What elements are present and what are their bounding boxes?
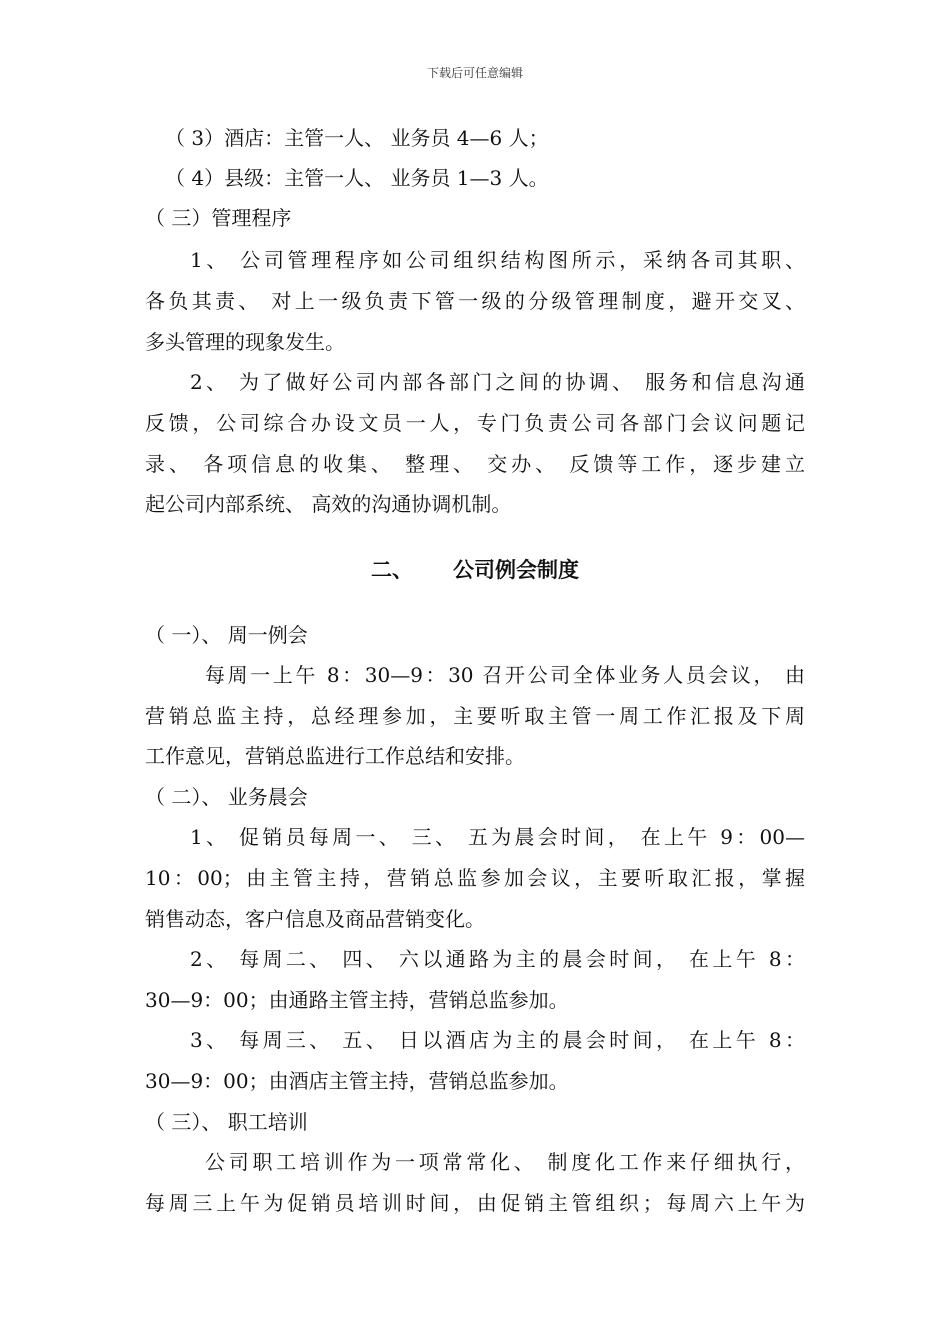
paragraph-line: 3、 每周三、 五、 日以酒店为主的晨会时间， 在上午 8： <box>190 1028 805 1052</box>
paragraph-line: 反馈，公司综合办设文员一人，专门负责公司各部门会议问题记 <box>145 411 805 435</box>
paragraph-line: 销售动态，客户信息及商品营销变化。 <box>145 907 485 931</box>
list-item-hotel: （ 3）酒店：主管一人、 业务员 4—6 人； <box>165 126 549 150</box>
paragraph-line: 每周一上午 8：30—9：30 召开公司全体业务人员会议， 由 <box>205 663 805 687</box>
subsection-heading-monday: （ 一）、 周一例会 <box>145 623 308 647</box>
paragraph-line: 多头管理的现象发生。 <box>145 330 345 354</box>
paragraph-line: 起公司内部系统、 高效的沟通协调机制。 <box>145 492 512 516</box>
paragraph-line: 30—9：00；由酒店主管主持，营销总监参加。 <box>145 1069 569 1093</box>
paragraph-line: 1、 促销员每周一、 三、 五为晨会时间， 在上午 9：00— <box>190 825 805 849</box>
paragraph-line: 30—9：00；由通路主管主持，营销总监参加。 <box>145 988 569 1012</box>
paragraph-line: 10：00；由主管主持，营销总监参加会议，主要听取汇报，掌握 <box>145 866 805 890</box>
paragraph-line: 1、 公司管理程序如公司组织结构图所示，采纳各司其职、 <box>190 248 805 272</box>
paragraph-line: 工作意见，营销总监进行工作总结和安排。 <box>145 744 525 768</box>
paragraph-line: 录、 各项信息的收集、 整理、 交办、 反馈等工作，逐步建立 <box>145 452 805 476</box>
paragraph-line: 2、 每周二、 四、 六以通路为主的晨会时间， 在上午 8： <box>190 947 805 971</box>
list-item-county: （ 4）县级：主管一人、 业务员 1—3 人。 <box>165 166 549 190</box>
section-title <box>0 556 950 584</box>
paragraph-line: 各负其责、 对上一级负责下管一级的分级管理制度，避开交叉、 <box>145 289 805 313</box>
section-number: 二、 <box>371 557 413 582</box>
section-title-text: 公司例会制度 <box>453 557 579 582</box>
paragraph-line: 每周三上午为促销员培训时间，由促销主管组织；每周六上午为 <box>145 1191 805 1215</box>
section-heading-procedure: （ 三）管理程序 <box>145 206 292 230</box>
page-header: 下载后可任意编辑 <box>426 66 523 80</box>
paragraph-line: 营销总监主持，总经理参加，主要听取主管一周工作汇报及下周 <box>145 704 805 728</box>
subsection-heading-training: （ 三）、 职工培训 <box>145 1110 308 1134</box>
paragraph-line: 2、 为了做好公司内部各部门之间的协调、 服务和信息沟通 <box>190 370 805 394</box>
subsection-heading-morning: （ 二）、 业务晨会 <box>145 785 308 809</box>
paragraph-line: 公司职工培训作为一项常常化、 制度化工作来仔细执行， <box>205 1150 805 1174</box>
